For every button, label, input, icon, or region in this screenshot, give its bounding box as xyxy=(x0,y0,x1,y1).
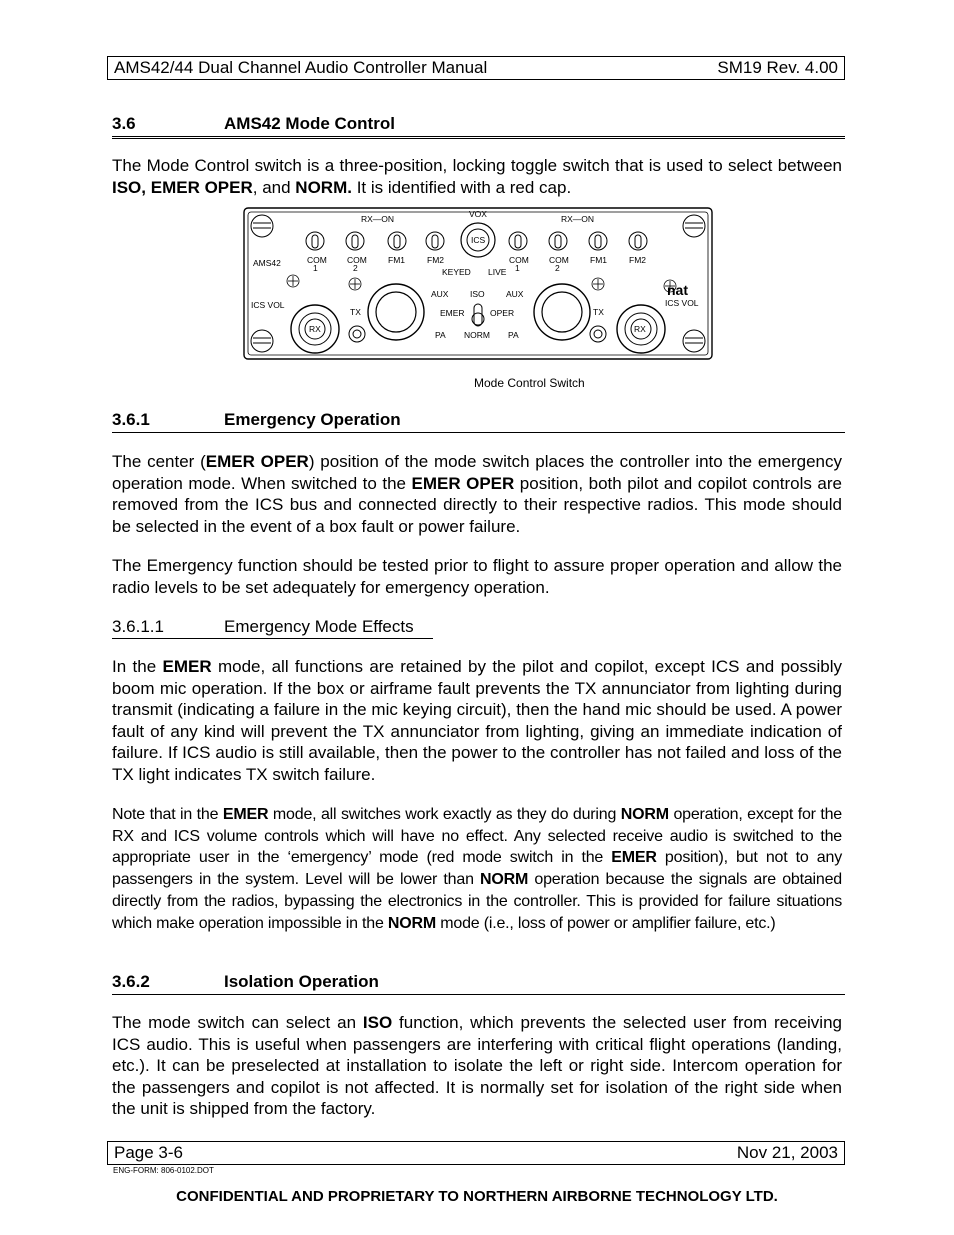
ams42-panel-drawing xyxy=(243,207,713,360)
page-header xyxy=(107,56,845,80)
text-run: ) position of the mode switch places the controller into the emergency operation mode. When switched to the xyxy=(112,452,842,493)
bold-run: EMER OPER xyxy=(205,452,309,471)
label-ics-vol-left: ICS VOL xyxy=(251,300,285,310)
text-run: operation, except for the RX and ICS volume controls which will have no effect. Any selected receive audio is switched to the appropriate user in the ‘emergency’ mode (red mode switch in the xyxy=(112,806,842,867)
label-pa-right: PA xyxy=(508,330,519,340)
bold-run: NORM xyxy=(620,806,669,823)
section-number: 3.6.1.1 xyxy=(112,617,164,636)
label-oper: OPER xyxy=(490,308,515,318)
bold-run: NORM xyxy=(387,914,436,932)
label-tx-left: TX xyxy=(350,307,361,317)
section-number: 3.6.2 xyxy=(112,972,150,991)
label-rx-left: RX xyxy=(309,324,321,334)
label-ams42: AMS42 xyxy=(253,258,281,268)
bold-run: EMER xyxy=(222,806,269,823)
label-fm2-right: FM2 xyxy=(629,255,646,265)
ams42-panel-figure xyxy=(243,207,713,360)
bold-run: ISO xyxy=(362,1013,393,1032)
section-title: Emergency Operation xyxy=(224,410,401,429)
bold-run: ISO, EMER OPER xyxy=(112,177,253,197)
text-run: It is identified with a red cap. xyxy=(351,177,572,197)
nat-logo: nat xyxy=(667,282,688,298)
form-id: ENG-FORM: 806-0102.DOT xyxy=(113,1166,214,1175)
label-ics-vol-right: ICS VOL xyxy=(665,298,699,308)
text-run: mode, all functions are retained by the pilot and copilot, except ICS and possibly boom mic operation. If the box or airframe fault prevents the TX annunciator from lighting during transmit (indicating a failure in the mic keying circuit), then the hand mic should be used. A power fault of any kind will prevent the TX annunciator from lighting, giving an immediate indication of failure. If ICS audio is still available, then the power to the controller has not failed and loss of the TX light indicates TX switch failure. xyxy=(112,657,842,784)
label-com1-left: COM xyxy=(307,255,327,265)
text-run: The Mode Control switch is a three-position, locking toggle switch that is used to select between xyxy=(112,156,842,175)
label-iso: ISO xyxy=(470,289,485,299)
section-title: AMS42 Mode Control xyxy=(224,114,395,133)
label-com2-right: COM xyxy=(549,255,569,265)
paragraph-emergency-effects-1 xyxy=(112,656,842,786)
footer-date: Nov 21, 2003 xyxy=(736,1143,838,1162)
bold-run: NORM. xyxy=(295,177,352,197)
text-run: position, both pilot and copilot controls are removed from the ICS bus and connected directly to their respective radios. This mode should be selected in the event of a box fault or power failure. xyxy=(112,473,842,536)
label-com1-right-num: 1 xyxy=(515,263,520,273)
bold-run: EMER xyxy=(611,849,657,867)
section-heading-3-6 xyxy=(112,114,845,139)
page-number: Page 3-6 xyxy=(114,1143,183,1162)
text-run: mode, all switches work exactly as they do during xyxy=(268,806,621,823)
paragraph-mode-control xyxy=(112,155,842,198)
label-tx-right: TX xyxy=(593,307,604,317)
label-com2-left: COM xyxy=(347,255,367,265)
label-keyed: KEYED xyxy=(442,267,471,277)
label-rx-on-right: RX—ON xyxy=(561,214,595,224)
label-com1-left-num: 1 xyxy=(313,263,318,273)
text-run: function, which prevents the selected user from receiving ICS audio. This is useful when passengers are interfering with critical flight operations (landing, etc.). It can be preselected at installation to isolate the left or right side. Intercom operation for the passengers and copilot is not affected. It is normally set for isolation of the right side when the unit is shipped from the factory. xyxy=(112,1013,842,1119)
label-com2-right-num: 2 xyxy=(555,263,560,273)
label-fm1-right: FM1 xyxy=(590,255,607,265)
text-run: In the xyxy=(112,657,163,676)
label-emer: EMER xyxy=(440,308,465,318)
label-fm1-left: FM1 xyxy=(388,255,405,265)
paragraph-isolation xyxy=(112,1012,842,1120)
text-run: The center ( xyxy=(112,452,206,471)
bold-run: NORM xyxy=(480,871,529,889)
label-com1-right: COM xyxy=(509,255,529,265)
text-run: position), but not to any passengers in the system. Level will be lower than xyxy=(112,849,842,889)
label-aux-right: AUX xyxy=(506,289,524,299)
text-run: operation because the signals are obtained directly from the radios, bypassing the electronics in the controller. This is provided for failure situations which make operation impossible in the xyxy=(112,871,842,932)
section-heading-3-6-2 xyxy=(112,972,845,995)
text-run: , and xyxy=(252,177,296,197)
label-fm2-left: FM2 xyxy=(427,255,444,265)
text-run: mode (i.e., loss of power or amplifier failure, etc.) xyxy=(436,914,776,932)
paragraph-emergency-2: The Emergency function should be tested prior to flight to assure proper operation and allow the radio levels to be set adequately for emergency operation. xyxy=(112,556,842,597)
bold-run: EMER OPER xyxy=(411,473,515,493)
section-number: 3.6.1 xyxy=(112,410,150,429)
header-revision: SM19 Rev. 4.00 xyxy=(717,58,838,77)
mode-control-switch xyxy=(472,304,484,326)
label-com2-left-num: 2 xyxy=(353,263,358,273)
section-number: 3.6 xyxy=(112,114,136,133)
section-heading-3-6-1 xyxy=(112,410,845,433)
label-rx-right: RX xyxy=(634,324,646,334)
section-heading-3-6-1-1 xyxy=(112,617,433,639)
figure-caption: Mode Control Switch xyxy=(474,376,585,390)
label-ics: ICS xyxy=(471,235,486,245)
page-footer xyxy=(107,1141,845,1165)
label-norm: NORM xyxy=(464,330,490,340)
paragraph-emergency-effects-2 xyxy=(112,804,842,934)
section-title: Emergency Mode Effects xyxy=(224,617,414,636)
label-live: LIVE xyxy=(488,267,507,277)
label-pa-left: PA xyxy=(435,330,446,340)
text-run: The mode switch can select an xyxy=(112,1013,363,1032)
label-rx-on-left: RX—ON xyxy=(361,214,395,224)
text-run: Note that in the xyxy=(112,806,223,823)
label-vox: VOX xyxy=(469,209,487,219)
confidential-notice: CONFIDENTIAL AND PROPRIETARY TO NORTHERN AIRBORNE TECHNOLOGY LTD. xyxy=(176,1188,778,1205)
paragraph-emergency-1 xyxy=(112,451,842,537)
header-title: AMS42/44 Dual Channel Audio Controller Manual xyxy=(114,58,488,77)
label-aux-left: AUX xyxy=(431,289,449,299)
section-title: Isolation Operation xyxy=(224,972,379,991)
bold-run: EMER xyxy=(162,657,212,676)
